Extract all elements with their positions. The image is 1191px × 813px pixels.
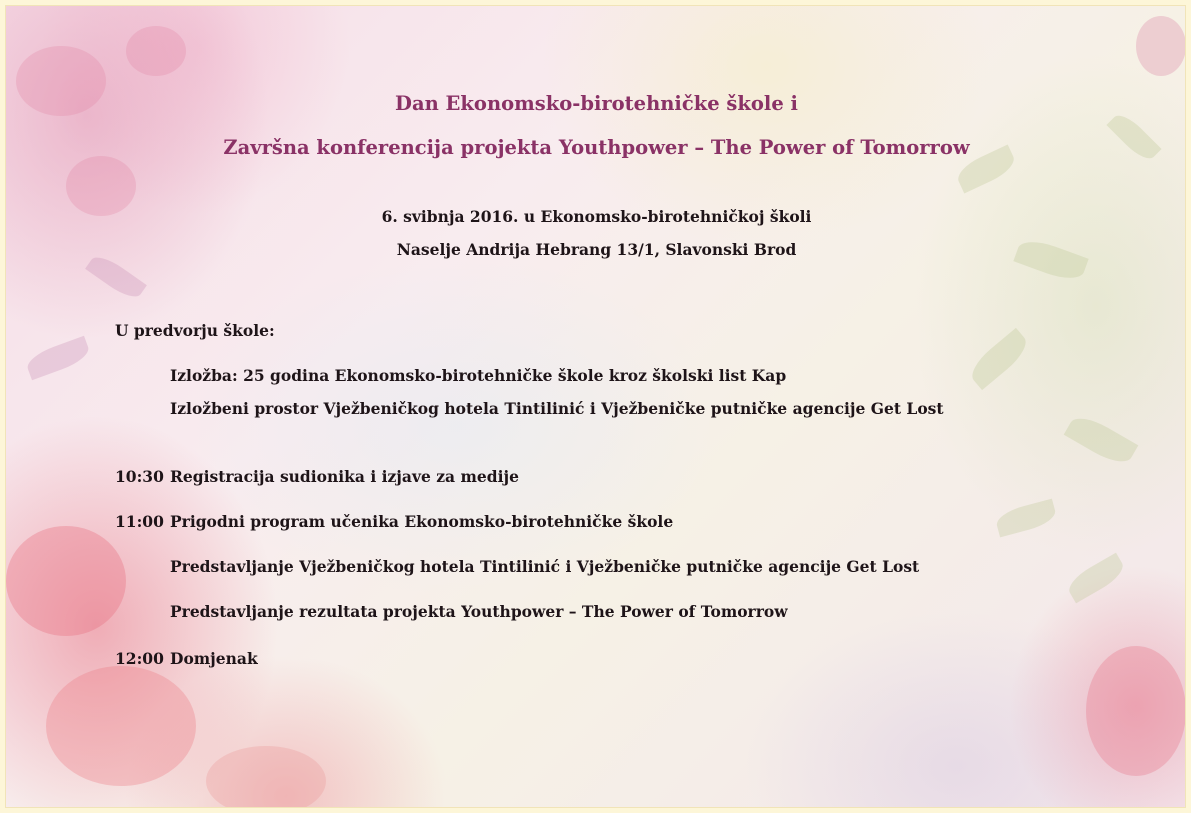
invitation-content — [6, 6, 1186, 808]
lobby-item-exhibition: Izložba: 25 godina Ekonomsko-birotehničke škole kroz školski list Kap — [170, 366, 787, 385]
title-line-1: Dan Ekonomsko-birotehničke škole i — [395, 92, 798, 115]
schedule-text: Registracija sudionika i izjave za medije — [170, 467, 519, 486]
schedule-time: 10:30 — [115, 467, 164, 486]
schedule-time: 11:00 — [115, 512, 164, 531]
event-address: Naselje Andrija Hebrang 13/1, Slavonski Brod — [396, 240, 797, 259]
lobby-heading: U predvorju škole: — [115, 321, 275, 340]
schedule-text: Domjenak — [170, 649, 258, 668]
schedule-text: Predstavljanje rezultata projekta Youthpower – The Power of Tomorrow — [170, 602, 788, 621]
event-date-place: 6. svibnja 2016. u Ekonomsko-birotehničkoj školi — [381, 207, 812, 226]
schedule-time: 12:00 — [115, 649, 164, 668]
lobby-item-exhibition-space: Izložbeni prostor Vježbeničkog hotela Tintilinić i Vježbeničke putničke agencije Get Lost — [170, 399, 944, 418]
title-line-2: Završna konferencija projekta Youthpower – The Power of Tomorrow — [223, 136, 970, 159]
schedule-text: Predstavljanje Vježbeničkog hotela Tintilinić i Vježbeničke putničke agencije Get Lost — [170, 557, 920, 576]
invitation-card — [5, 5, 1186, 808]
schedule-text: Prigodni program učenika Ekonomsko-birotehničke škole — [170, 512, 674, 531]
